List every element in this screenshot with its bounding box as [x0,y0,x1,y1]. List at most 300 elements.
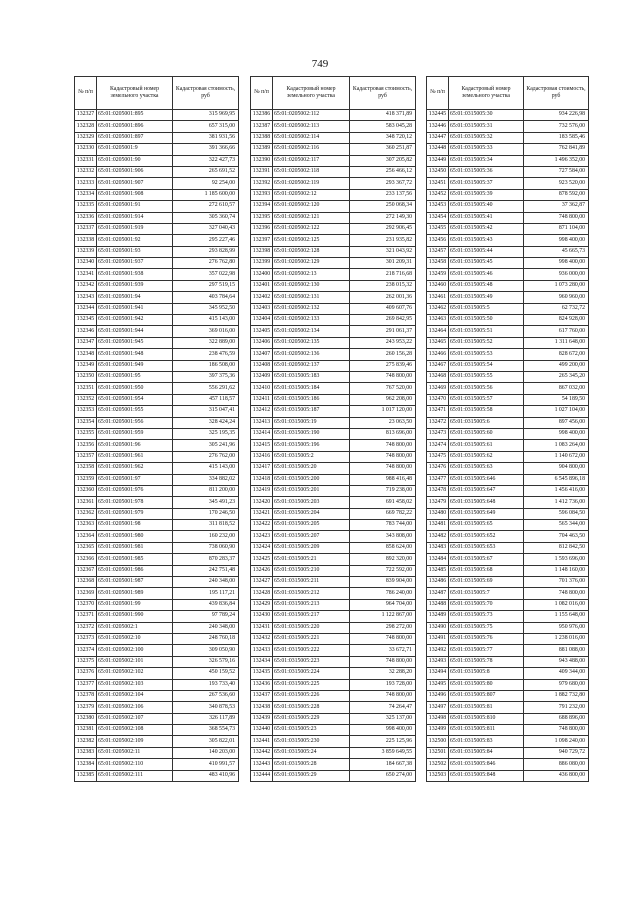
cadastral-value: 248 760,18 [173,633,239,644]
cadastral-value: 381 931,56 [173,132,239,143]
table-row [427,417,589,428]
cadastral-number: 65:01:0205002:111 [97,770,173,781]
cadastral-number: 65:01:0315005:223 [273,656,350,667]
row-number: 132447 [427,132,449,143]
cadastral-value: 719 238,00 [350,485,416,496]
cadastral-value: 1 155 648,00 [524,611,589,622]
cadastral-number: 65:01:0315005:46 [449,269,524,280]
row-number: 132414 [251,428,273,439]
row-number: 132496 [427,690,449,701]
cadastral-value: 140 203,00 [173,747,239,758]
table-row [75,406,239,417]
table-row [251,326,416,337]
row-number: 132404 [251,315,273,326]
table-row [75,554,239,565]
row-number: 132381 [75,725,97,736]
cadastral-value: 813 696,00 [350,428,416,439]
cadastral-number: 65:01:0205002:116 [273,144,350,155]
cadastral-number: 65:01:0205001:980 [97,531,173,542]
cadastral-number: 65:01:0315005:220 [273,622,350,633]
cadastral-value: 650 274,00 [350,770,416,781]
cadastral-value: 483 410,96 [173,770,239,781]
cadastral-value: 565 344,00 [524,520,589,531]
cadastral-number: 65:01:0315005:43 [449,235,524,246]
cadastral-number: 65:01:0315005:53 [449,349,524,360]
cadastral-value: 327 040,43 [173,223,239,234]
table-row [251,132,416,143]
row-number: 132421 [251,508,273,519]
row-number: 132363 [75,520,97,531]
cadastral-value: 23 063,50 [350,417,416,428]
table-row [251,440,416,451]
cadastral-number: 65:01:0315005:73 [449,611,524,622]
table-row [251,451,416,462]
cadastral-value: 988 416,48 [350,474,416,485]
table-row [427,315,589,326]
cadastral-number: 65:01:0315005:207 [273,531,350,542]
cadastral-value: 305 241,96 [173,440,239,451]
row-number: 132474 [427,440,449,451]
cadastral-value: 962 208,00 [350,394,416,405]
cadastral-value: 305 822,01 [173,736,239,747]
cadastral-value: 33 672,71 [350,645,416,656]
table-row [75,770,239,781]
cadastral-value: 964 704,00 [350,599,416,610]
cadastral-value: 897 456,00 [524,417,589,428]
cadastral-number: 65:01:0205002:119 [273,178,350,189]
row-number: 132374 [75,645,97,656]
cadastral-number: 65:01:0205001:962 [97,463,173,474]
cadastral-value: 403 784,64 [173,292,239,303]
cadastral-value: 240 348,00 [173,622,239,633]
row-number: 132344 [75,303,97,314]
cadastral-number: 65:01:0205001:941 [97,303,173,314]
row-number: 132334 [75,189,97,200]
cadastral-value: 345 952,50 [173,303,239,314]
cadastral-value: 295 227,46 [173,235,239,246]
cadastral-value: 1 122 867,00 [350,611,416,622]
cadastral-value: 315 047,41 [173,406,239,417]
row-number: 132408 [251,360,273,371]
row-number: 132371 [75,611,97,622]
cadastral-number: 65:01:0315005:63 [449,463,524,474]
cadastral-number: 65:01:0205001:981 [97,542,173,553]
cadastral-value: 322 889,00 [173,337,239,348]
cadastral-number: 65:01:0205002:103 [97,679,173,690]
cadastral-value: 727 584,00 [524,166,589,177]
table-row [251,166,416,177]
table-row [427,520,589,531]
cadastral-value: 871 104,00 [524,223,589,234]
table-row [75,201,239,212]
cadastral-number: 65:01:0315005:213 [273,599,350,610]
cadastral-number: 65:01:0315005:228 [273,702,350,713]
row-number: 132409 [251,371,273,382]
row-number: 132488 [427,599,449,610]
cadastral-number: 65:01:0315005:41 [449,212,524,223]
table-row [251,428,416,439]
row-number: 132407 [251,349,273,360]
cadastral-value: 309 050,90 [173,645,239,656]
cadastral-number: 65:01:0315005:210 [273,565,350,576]
cadastral-value: 583 045,28 [350,121,416,132]
table-row [251,417,416,428]
cadastral-value: 242 751,48 [173,565,239,576]
table-row [75,645,239,656]
cadastral-number: 65:01:0205001:914 [97,212,173,223]
row-number: 132394 [251,201,273,212]
row-number: 132494 [427,668,449,679]
cadastral-value: 291 061,37 [350,326,416,337]
table-row [427,713,589,724]
cadastral-number: 65:01:0315005:60 [449,428,524,439]
cadastral-number: 65:01:0205002:136 [273,349,350,360]
table-row [427,463,589,474]
cadastral-number: 65:01:0315005:201 [273,485,350,496]
cadastral-number: 65:01:0315005:222 [273,645,350,656]
cadastral-number: 65:01:0315005:205 [273,520,350,531]
table-row [251,303,416,314]
row-number: 132349 [75,360,97,371]
cadastral-number: 65:01:0315005:200 [273,474,350,485]
table-row [75,611,239,622]
row-number: 132441 [251,736,273,747]
row-number: 132422 [251,520,273,531]
cadastral-value: 184 667,38 [350,759,416,770]
row-number: 132354 [75,417,97,428]
cadastral-number: 65:01:0315005:19 [273,417,350,428]
table-row [427,736,589,747]
cadastral-number: 65:01:0315005:61 [449,440,524,451]
cadastral-value: 74 264,47 [350,702,416,713]
table-row [75,110,239,121]
table-row [427,759,589,770]
cadastral-value: 160 232,00 [173,531,239,542]
table-row [251,223,416,234]
cadastral-number: 65:01:0315005:58 [449,406,524,417]
row-number: 132336 [75,212,97,223]
cadastral-value: 998 400,00 [524,235,589,246]
cadastral-number: 65:01:0205002:131 [273,292,350,303]
table-row [251,497,416,508]
cadastral-value: 1 496 352,00 [524,155,589,166]
cadastral-value: 409 344,00 [524,668,589,679]
row-number: 132383 [75,747,97,758]
row-number: 132420 [251,497,273,508]
cadastral-number: 65:01:0205002:137 [273,360,350,371]
cadastral-value: 881 088,00 [524,645,589,656]
cadastral-number: 65:01:0205001:9 [97,144,173,155]
row-number: 132473 [427,428,449,439]
cadastral-number: 65:01:0315005:846 [449,759,524,770]
row-number: 132484 [427,554,449,565]
cadastral-number: 65:01:0205002:13 [273,269,350,280]
cadastral-value: 940 729,72 [524,747,589,758]
cadastral-number: 65:01:0315005:57 [449,394,524,405]
cadastral-number: 65:01:0315005:8 [449,668,524,679]
row-number: 132330 [75,144,97,155]
cadastral-number: 65:01:0315005:221 [273,633,350,644]
table-row [75,725,239,736]
table-row [75,702,239,713]
cadastral-number: 65:01:0205002:11 [97,747,173,758]
cadastral-number: 65:01:0315005:647 [449,485,524,496]
table-row [75,223,239,234]
cadastral-value: 878 592,00 [524,189,589,200]
row-number: 132377 [75,679,97,690]
cadastral-number: 65:01:0205001:98 [97,520,173,531]
row-number: 132412 [251,406,273,417]
row-number: 132406 [251,337,273,348]
cadastral-value: 886 080,00 [524,759,589,770]
cadastral-number: 65:01:0315005:7 [449,588,524,599]
table-row [427,485,589,496]
cadastral-value: 391 366,66 [173,144,239,155]
row-number: 132424 [251,542,273,553]
cadastral-value: 748 800,00 [350,440,416,451]
cadastral-value: 265 691,52 [173,166,239,177]
table-row [427,554,589,565]
row-number: 132428 [251,588,273,599]
cadastral-value: 1 098 240,00 [524,736,589,747]
header-cadastral: Кадастровый номер земельного участка [273,77,350,110]
table-row [251,258,416,269]
table-row [251,235,416,246]
row-number: 132356 [75,440,97,451]
cadastral-value: 292 906,45 [350,223,416,234]
table-row [251,668,416,679]
table-row [427,565,589,576]
row-number: 132361 [75,497,97,508]
table-row [75,280,239,291]
cadastral-number: 65:01:0315005:80 [449,679,524,690]
table-row [427,599,589,610]
table-row [75,542,239,553]
table-row [427,280,589,291]
cadastral-value: 293 367,72 [350,178,416,189]
cadastral-number: 65:01:0205001:896 [97,121,173,132]
table-row [251,337,416,348]
cadastral-value: 343 808,00 [350,531,416,542]
cadastral-number: 65:01:0205002:112 [273,110,350,121]
cadastral-value: 410 991,57 [173,759,239,770]
row-number: 132425 [251,554,273,565]
row-number: 132399 [251,258,273,269]
cadastral-number: 65:01:0315005:34 [449,155,524,166]
row-number: 132367 [75,565,97,576]
table-row [251,633,416,644]
cadastral-number: 65:01:0205001:92 [97,235,173,246]
table-row [251,611,416,622]
row-number: 132345 [75,315,97,326]
row-number: 132456 [427,235,449,246]
row-number: 132341 [75,269,97,280]
cadastral-number: 65:01:0205002:107 [97,713,173,724]
cadastral-number: 65:01:0315005:224 [273,668,350,679]
cadastral-value: 340 878,53 [173,702,239,713]
header-cadastral: Кадастровый номер земельного участка [449,77,524,110]
cadastral-value: 195 117,21 [173,588,239,599]
row-number: 132491 [427,633,449,644]
row-number: 132440 [251,725,273,736]
row-number: 132395 [251,212,273,223]
cadastral-value: 415 143,00 [173,315,239,326]
table-row [427,725,589,736]
table-row [75,508,239,519]
cadastral-number: 65:01:0205001:986 [97,565,173,576]
table-row [75,759,239,770]
row-number: 132477 [427,474,449,485]
table-row [427,588,589,599]
cadastral-number: 65:01:0205001:979 [97,508,173,519]
cadastral-number: 65:01:0205001:96 [97,440,173,451]
table-row [251,144,416,155]
cadastral-value: 783 744,00 [350,520,416,531]
header-cadastral: Кадастровый номер земельного участка [97,77,173,110]
cadastral-value: 328 424,24 [173,417,239,428]
row-number: 132415 [251,440,273,451]
cadastral-value: 450 159,52 [173,668,239,679]
table-row [427,406,589,417]
table-row [427,269,589,280]
table-row [75,235,239,246]
row-number: 132495 [427,679,449,690]
cadastral-value: 998 400,00 [524,258,589,269]
row-number: 132335 [75,201,97,212]
cadastral-value: 748 800,00 [524,725,589,736]
table-row [251,463,416,474]
row-number: 132443 [251,759,273,770]
cadastral-value: 260 156,28 [350,349,416,360]
cadastral-value: 193 728,00 [350,679,416,690]
table-row [251,360,416,371]
row-number: 132353 [75,406,97,417]
row-number: 132331 [75,155,97,166]
row-number: 132339 [75,246,97,257]
row-number: 132410 [251,383,273,394]
cadastral-number: 65:01:0205001:959 [97,428,173,439]
table-row [251,690,416,701]
cadastral-value: 791 232,00 [524,702,589,713]
row-number: 132402 [251,292,273,303]
cadastral-value: 276 762,80 [173,258,239,269]
table-row [427,121,589,132]
cadastral-number: 65:01:0315005:21 [273,554,350,565]
cadastral-number: 65:01:0315005:75 [449,622,524,633]
cadastral-number: 65:01:0205002:120 [273,201,350,212]
table-row [75,633,239,644]
row-number: 132369 [75,588,97,599]
cadastral-value: 596 084,50 [524,508,589,519]
cadastral-value: 325 137,00 [350,713,416,724]
row-number: 132464 [427,326,449,337]
row-number: 132357 [75,451,97,462]
cadastral-value: 748 800,00 [350,633,416,644]
cadastral-value: 1 027 104,00 [524,406,589,417]
table-row [427,189,589,200]
cadastral-number: 65:01:0205001:93 [97,246,173,257]
row-number: 132498 [427,713,449,724]
cadastral-number: 65:01:0315005:76 [449,633,524,644]
cadastral-number: 65:01:0205001:897 [97,132,173,143]
row-number: 132419 [251,485,273,496]
cadastral-value: 767 520,00 [350,383,416,394]
row-number: 132400 [251,269,273,280]
table-row [251,371,416,382]
cadastral-value: 97 789,24 [173,611,239,622]
header-num: № п/п [427,77,449,110]
cadastral-number: 65:01:0315005:6 [449,417,524,428]
cadastral-value: 262 001,36 [350,292,416,303]
table-row [427,474,589,485]
cadastral-number: 65:01:0205001:956 [97,417,173,428]
table-row [251,406,416,417]
row-number: 132453 [427,201,449,212]
cadastral-value: 824 928,00 [524,315,589,326]
cadastral-number: 65:01:0205001:937 [97,258,173,269]
row-number: 132461 [427,292,449,303]
cadastral-number: 65:01:0205001:945 [97,337,173,348]
cadastral-value: 298 272,00 [350,622,416,633]
cadastral-number: 65:01:0315005:70 [449,599,524,610]
row-number: 132401 [251,280,273,291]
table-row [75,474,239,485]
table-row [427,690,589,701]
cadastral-number: 65:01:0315005:65 [449,520,524,531]
cadastral-value: 193 733,40 [173,679,239,690]
cadastral-number: 65:01:0315005:42 [449,223,524,234]
table-row [75,668,239,679]
table-row [251,189,416,200]
cadastral-number: 65:01:0205002:101 [97,656,173,667]
cadastral-value: 998 400,00 [524,428,589,439]
cadastral-value: 748 800,00 [350,690,416,701]
cadastral-number: 65:01:0315005:203 [273,497,350,508]
row-number: 132360 [75,485,97,496]
row-number: 132430 [251,611,273,622]
row-number: 132391 [251,166,273,177]
table-row [427,633,589,644]
row-number: 132347 [75,337,97,348]
row-number: 132351 [75,383,97,394]
table-row [251,588,416,599]
cadastral-value: 321 043,92 [350,246,416,257]
row-number: 132497 [427,702,449,713]
cadastral-number: 65:01:0315005:196 [273,440,350,451]
cadastral-value: 1 456 416,00 [524,485,589,496]
header-num: № п/п [75,77,97,110]
table-row [75,417,239,428]
cadastral-value: 240 348,00 [173,577,239,588]
row-number: 132478 [427,485,449,496]
cadastral-value: 293 828,99 [173,246,239,257]
table-row [251,542,416,553]
cadastral-number: 65:01:0315005:37 [449,178,524,189]
cadastral-value: 307 205,82 [350,155,416,166]
row-number: 132435 [251,668,273,679]
table-row [427,166,589,177]
row-number: 132452 [427,189,449,200]
table-row [75,337,239,348]
cadastral-value: 1 073 280,00 [524,280,589,291]
row-number: 132380 [75,713,97,724]
row-number: 132434 [251,656,273,667]
cadastral-number: 65:01:0205001:906 [97,166,173,177]
cadastral-value: 409 607,76 [350,303,416,314]
cadastral-value: 92 254,00 [173,178,239,189]
cadastral-number: 65:01:0205001:908 [97,189,173,200]
cadastral-number: 65:01:0315005:68 [449,565,524,576]
